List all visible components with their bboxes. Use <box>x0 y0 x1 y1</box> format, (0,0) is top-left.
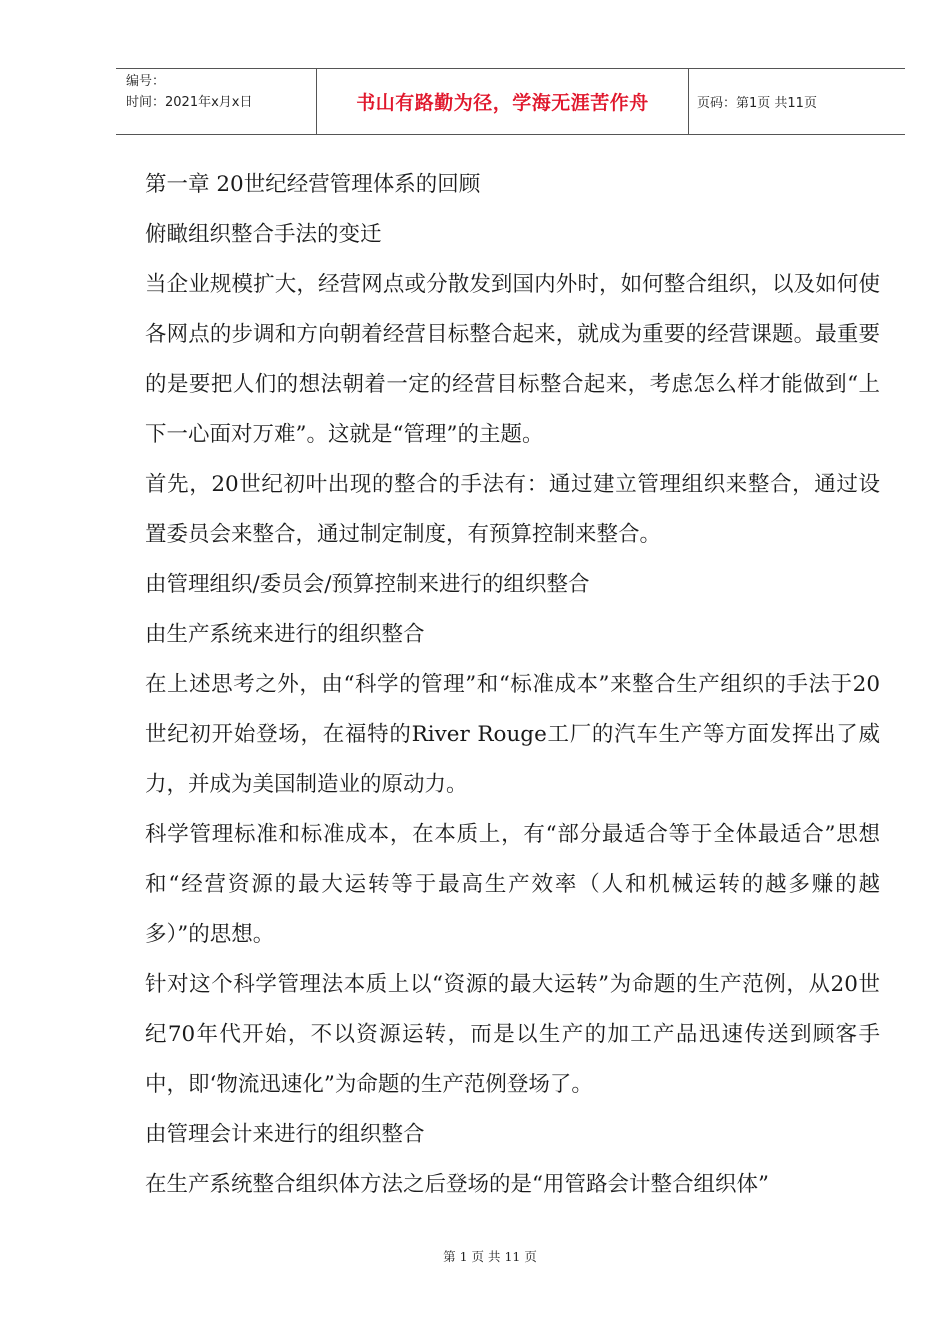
header-meta <box>116 69 316 134</box>
page-header <box>116 68 905 135</box>
body-paragraph: 在生产系统整合组织体方法之后登场的是“用管路会计整合组织体” <box>145 1172 769 1197</box>
body-paragraph: 首先，20世纪初叶出现的整合的手法有：通过建立管理组织来整合，通过设置委员会来整合，通过制定制度，有预算控制来整合。 <box>145 472 880 547</box>
section-heading: 由管理会计来进行的组织整合 <box>145 1122 425 1147</box>
serial-label: 编号： <box>126 74 166 89</box>
page-footer <box>0 1247 950 1265</box>
body-paragraph: 针对这个科学管理法本质上以“资源的最大运转”为命题的生产范例，从20世纪70年代开始，不以资源运转，而是以生产的加工产品迅速传送到顾客手中，即‘物流迅速化”为命题的生产范例登场了。 <box>145 972 880 1097</box>
header-page-info: 页码：第1页 共11页 <box>697 96 817 111</box>
body-paragraph: 当企业规模扩大，经营网点或分散发到国内外时，如何整合组织，以及如何使各网点的步调和方向朝着经营目标整合起来，就成为重要的经营课题。最重要的是要把人们的想法朝着一定的经营目标整合起来，考虑怎么样才能做到“上下一心面对万难”。这就是“管理”的主题。 <box>145 272 880 447</box>
body-paragraph: 科学管理标准和标准成本，在本质上，有“部分最适合等于全体最适合”思想和“经营资源的最大运转等于最高生产效率（人和机械运转的越多赚的越多）”的思想。 <box>145 822 880 947</box>
section-heading: 由管理组织/委员会/预算控制来进行的组织整合 <box>145 572 590 597</box>
chapter-title: 第一章 20世纪经营管理体系的回顾 <box>145 172 481 197</box>
header-motto: 书山有路勤为径，学海无涯苦作舟 <box>316 69 689 134</box>
document-body <box>145 160 880 1210</box>
section-heading: 由生产系统来进行的组织整合 <box>145 622 425 647</box>
footer-page-number: 第 1 页 共 11 页 <box>443 1249 537 1264</box>
section-heading: 俯瞰组织整合手法的变迁 <box>145 222 382 247</box>
body-paragraph: 在上述思考之外，由“科学的管理”和“标准成本”来整合生产组织的手法于20世纪初开始登场，在福特的River Rouge工厂的汽车生产等方面发挥出了威力，并成为美国制造业的原动力。 <box>145 672 880 797</box>
time-label: 时间：2021年x月x日 <box>126 95 253 110</box>
